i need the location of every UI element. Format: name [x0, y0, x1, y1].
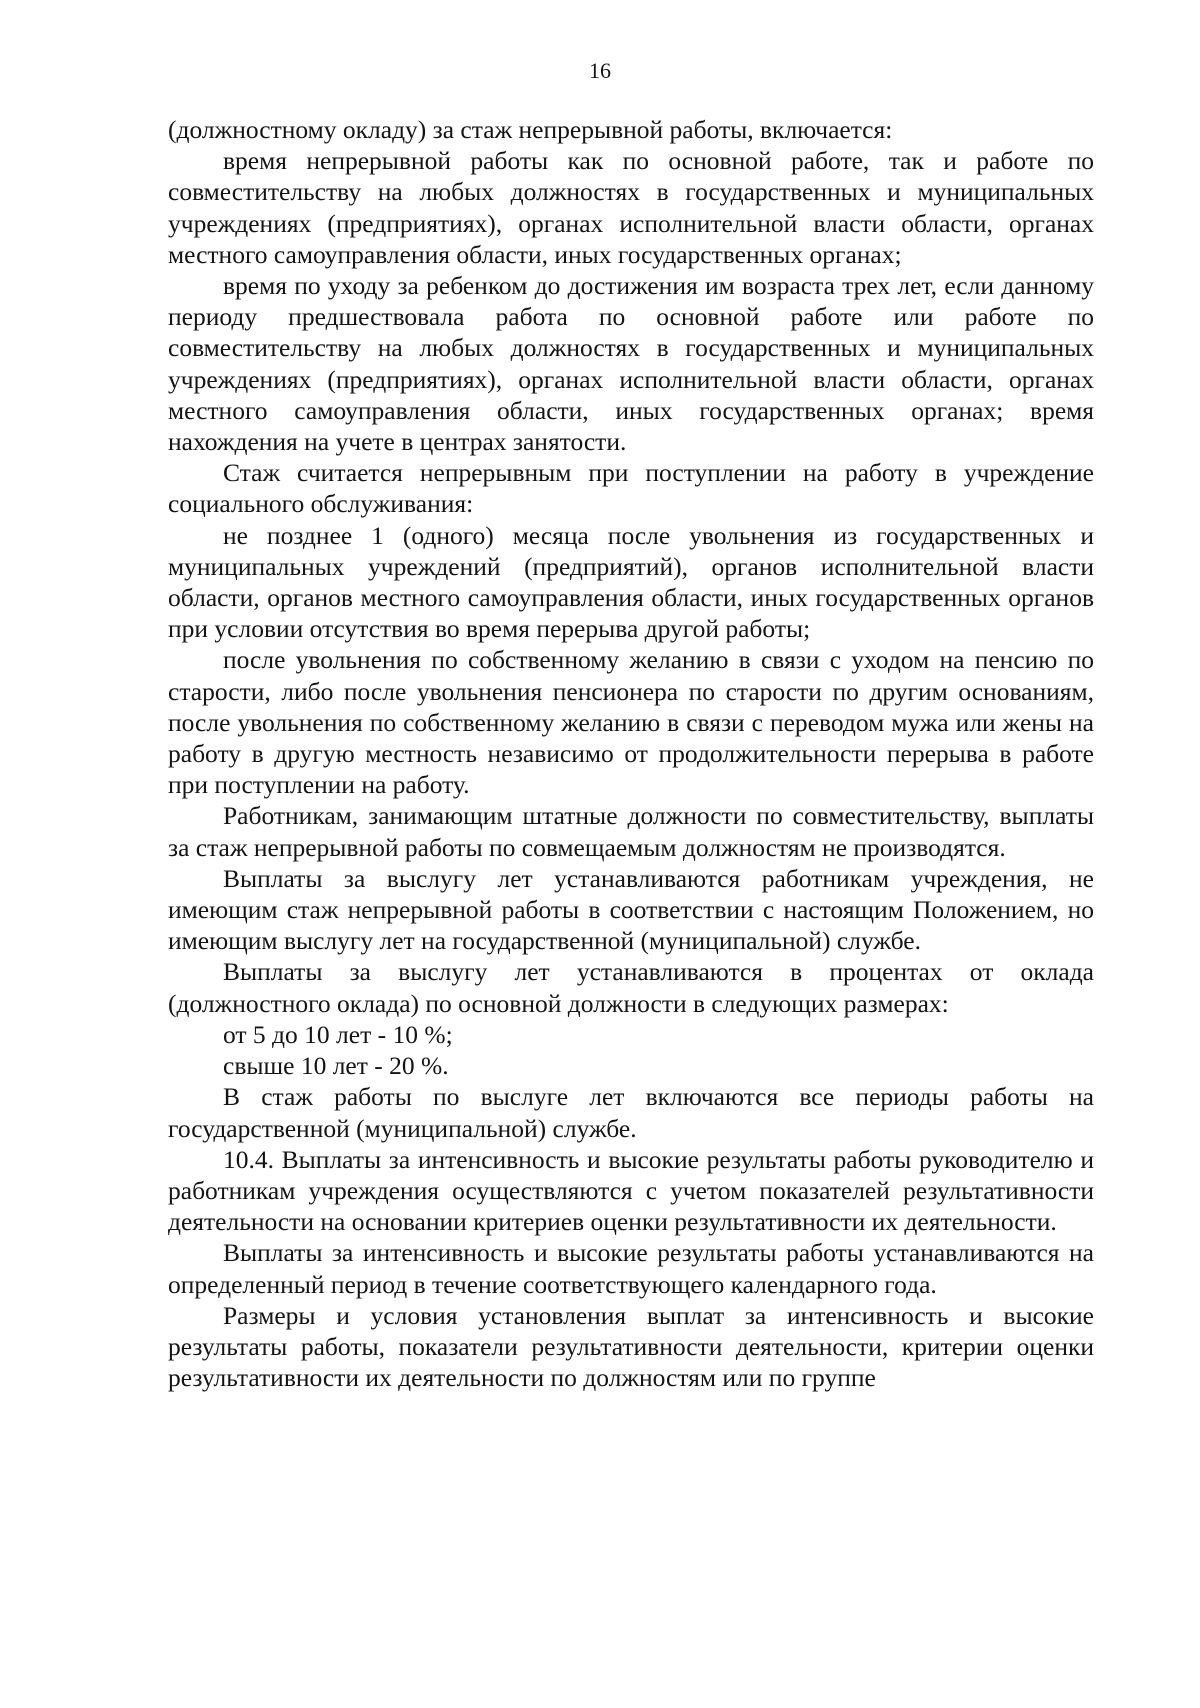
paragraph-continuous-work-time: время непрерывной работы как по основной работе, так и работе по совместительству на любых должностях в государственных и муниципальных учреждениях (предприятиях), органах исполнительной власти области, органах местного самоуправления области, иных государственных органах; [168, 146, 1094, 269]
paragraph-service-periods: В стаж работы по выслуге лет включаются все периоды работы на государственной (муниципальной) службе. [168, 1082, 1094, 1143]
paragraph-rate-5-10: от 5 до 10 лет - 10 %; [223, 1019, 453, 1049]
paragraph-dismissal-rule: после увольнения по собственному желанию в связи с уходом на пенсию по старости, либо после увольнения пенсионера по старости по другим основаниям, после увольнения по собственному желанию в связи с переводом мужа или жены на работу в другую местность независимо от продолжительности перерыва в работе при поступлении на работу. [168, 645, 1094, 800]
paragraph-continuity-conditions: Стаж считается непрерывным при поступлении на работу в учреждение социального обслуживания: [168, 458, 1094, 519]
paragraph-part-time-workers: Работникам, занимающим штатные должности по совместительству, выплаты за стаж непрерывной работы по совмещаемым должностям не производятся. [168, 801, 1094, 862]
paragraph-seniority-payments: Выплаты за выслугу лет устанавливаются работникам учреждения, не имеющим стаж непрерывной работы в соответствии с настоящим Положением, но имеющим выслугу лет на государственной (муниципальной) службе. [168, 863, 1094, 956]
paragraph-intensity-period: Выплаты за интенсивность и высокие результаты работы устанавливаются на определенный период в течение соответствующего календарного года. [168, 1238, 1094, 1299]
paragraph-rate-over-10: свыше 10 лет - 20 %. [223, 1051, 449, 1081]
page-number: 16 [589, 58, 611, 83]
paragraph-childcare-time: время по уходу за ребенком до достижения им возраста трех лет, если данному периоду предшествовала работа по основной работе или работе по совместительству на любых должностях в государственных и муниципальных учреждениях (предприятиях), органах исполнительной власти области, органах местного самоуправления области, иных государственных органах; время нахождения на учете в центрах занятости. [168, 271, 1094, 457]
paragraph-section-10-4: 10.4. Выплаты за интенсивность и высокие результаты работы руководителю и работникам учреждения осуществляются с учетом показателей результативности деятельности на основании критериев оценки результативности их деятельности. [168, 1144, 1094, 1237]
paragraph-continuation: (должностному окладу) за стаж непрерывной работы, включается: [168, 115, 893, 144]
paragraph-one-month-rule: не позднее 1 (одного) месяца после увольнения из государственных и муниципальных учреждений (предприятий), органов исполнительной власти области, органов местного самоуправления области, иных государственных органов при условии отсутствия во время перерыва другой работы; [168, 520, 1094, 644]
paragraph-seniority-rates-intro: Выплаты за выслугу лет устанавливаются в процентах от оклада (должностного оклада) по основной должности в следующих размерах: [168, 957, 1094, 1018]
body-text [168, 114, 1094, 1393]
paragraph-intensity-conditions: Размеры и условия установления выплат за интенсивность и высокие результаты работы, показатели результативности деятельности, критерии оценки результативности их деятельности по должностям или по группе [168, 1300, 1094, 1393]
